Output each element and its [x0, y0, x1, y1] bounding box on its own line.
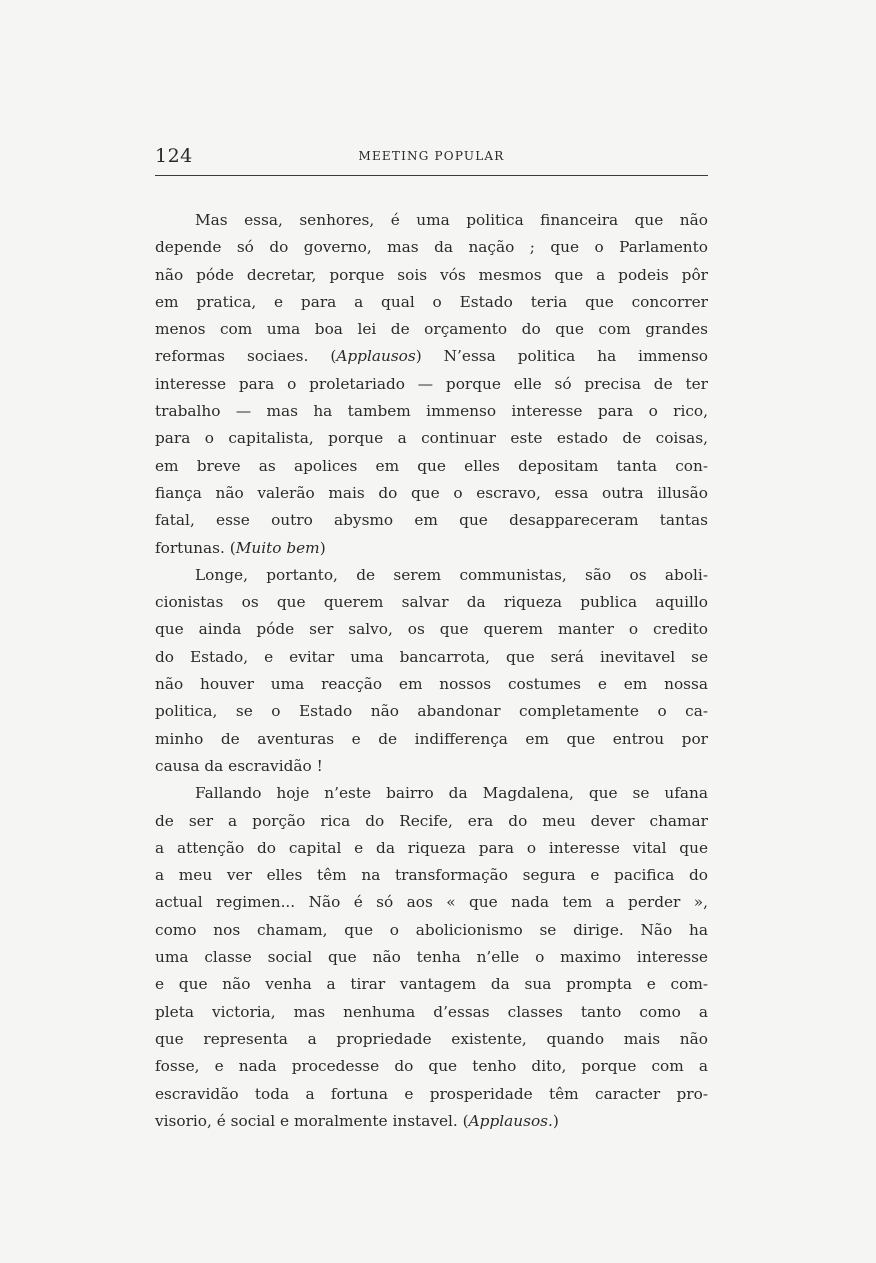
text-line: [155, 971, 708, 998]
text-line: [155, 589, 708, 616]
text-segment: politica, se o Estado não abandonar completamente o ca-: [155, 702, 708, 721]
text-line: [155, 1081, 708, 1108]
text-segment: ) N’essa politica ha immenso: [415, 347, 709, 366]
text-segment: depende só do governo, mas da nação ; que o Parlamento: [155, 238, 708, 257]
text-line: [155, 889, 708, 916]
text-segment: escravidão toda a fortuna e prosperidade têm caracter pro-: [155, 1084, 708, 1103]
text-segment: a attenção do capital e da riqueza para o interesse vital que: [155, 838, 708, 857]
text-segment: minho de aventuras e de indifferença em que entrou por: [155, 729, 708, 748]
page-header: [155, 143, 708, 169]
text-segment: ): [552, 1111, 559, 1130]
text-segment: e que não venha a tirar vantagem da sua prompta e com-: [155, 975, 708, 994]
text-line: [155, 616, 708, 643]
text-line: [155, 780, 708, 807]
text-line: [155, 480, 708, 507]
text-line: [155, 343, 708, 370]
body-text: [155, 207, 708, 1135]
text-line: [155, 726, 708, 753]
text-line: [155, 808, 708, 835]
text-line: [155, 289, 708, 316]
running-title: MEETING POPULAR: [358, 149, 505, 163]
text-segment: uma classe social que não tenha n’elle o maximo interesse: [155, 948, 708, 967]
text-segment: Longe, portanto, de serem communistas, são os aboli-: [195, 565, 708, 584]
text-segment: Fallando hoje n’este bairro da Magdalena, que se ufana: [195, 784, 708, 803]
text-segment: menos com uma boa lei de orçamento do que com grandes: [155, 320, 708, 339]
text-line: [155, 398, 708, 425]
text-segment: Mas essa, senhores, é uma politica financeira que não: [195, 211, 708, 229]
paragraph: [155, 207, 708, 562]
text-segment: pleta victoria, mas nenhuma d’essas classes tanto como a: [155, 1002, 708, 1021]
text-line: [155, 262, 708, 289]
text-line: [155, 535, 708, 562]
header-rule: [155, 175, 708, 176]
text-line: [155, 835, 708, 862]
text-segment: em pratica, e para a qual o Estado teria que concorrer: [155, 292, 708, 311]
text-line: [155, 1026, 708, 1053]
text-line: [155, 917, 708, 944]
paragraph: [155, 780, 708, 1135]
text-segment: do Estado, e evitar uma bancarrota, que será inevitavel se: [155, 647, 708, 666]
text-line: [155, 671, 708, 698]
italic-segment: Applausos.: [468, 1111, 553, 1130]
text-segment: fortunas. (: [155, 538, 236, 557]
text-segment: actual regimen... Não é só aos « que nada tem a perder »,: [155, 893, 708, 912]
paragraph: [155, 562, 708, 780]
text-segment: que ainda póde ser salvo, os que querem manter o credito: [155, 620, 708, 639]
text-line: [155, 644, 708, 671]
text-segment: não houver uma reacção em nossos costumes e em nossa: [155, 675, 708, 694]
text-line: [155, 999, 708, 1026]
text-line: [155, 234, 708, 261]
text-line: [155, 1053, 708, 1080]
text-segment: interesse para o proletariado — porque elle só precisa de ter: [155, 374, 708, 393]
text-line: [155, 507, 708, 534]
text-segment: visorio, é social e moralmente instavel. (: [155, 1111, 469, 1130]
text-line: [155, 1108, 708, 1135]
text-segment: em breve as apolices em que elles depositam tanta con-: [155, 456, 708, 475]
text-segment: cionistas os que querem salvar da riqueza publica aquillo: [155, 593, 708, 612]
text-line: [155, 862, 708, 889]
text-line: [155, 453, 708, 480]
text-line: [155, 316, 708, 343]
text-segment: como nos chamam, que o abolicionismo se dirige. Não ha: [155, 920, 708, 939]
text-line: [155, 562, 708, 589]
text-line: [155, 698, 708, 725]
text-segment: fatal, esse outro abysmo em que desappareceram tantas: [155, 511, 708, 530]
text-segment: trabalho — mas ha tambem immenso interesse para o rico,: [155, 402, 708, 421]
text-line: [155, 944, 708, 971]
text-segment: causa da escravidão !: [155, 756, 323, 775]
text-line: [155, 371, 708, 398]
text-segment: para o capitalista, porque a continuar este estado de coisas,: [155, 429, 708, 448]
text-line: [155, 425, 708, 452]
text-segment: que representa a propriedade existente, quando mais não: [155, 1029, 708, 1048]
text-segment: de ser a porção rica do Recife, era do meu dever chamar: [155, 811, 708, 830]
text-line: [155, 207, 708, 234]
text-segment: reformas sociaes. (: [155, 347, 337, 366]
text-segment: fiança não valerão mais do que o escravo, essa outra illusão: [155, 483, 708, 502]
text-segment: ): [319, 538, 326, 557]
text-segment: não póde decretar, porque sois vós mesmos que a podeis pôr: [155, 265, 708, 284]
italic-segment: Applausos: [336, 347, 416, 366]
text-segment: fosse, e nada procedesse do que tenho dito, porque com a: [155, 1057, 708, 1076]
italic-segment: Muito bem: [235, 538, 320, 557]
page-number: 124: [155, 145, 193, 167]
text-segment: a meu ver elles têm na transformação segura e pacifica do: [155, 866, 708, 885]
text-line: [155, 753, 708, 780]
